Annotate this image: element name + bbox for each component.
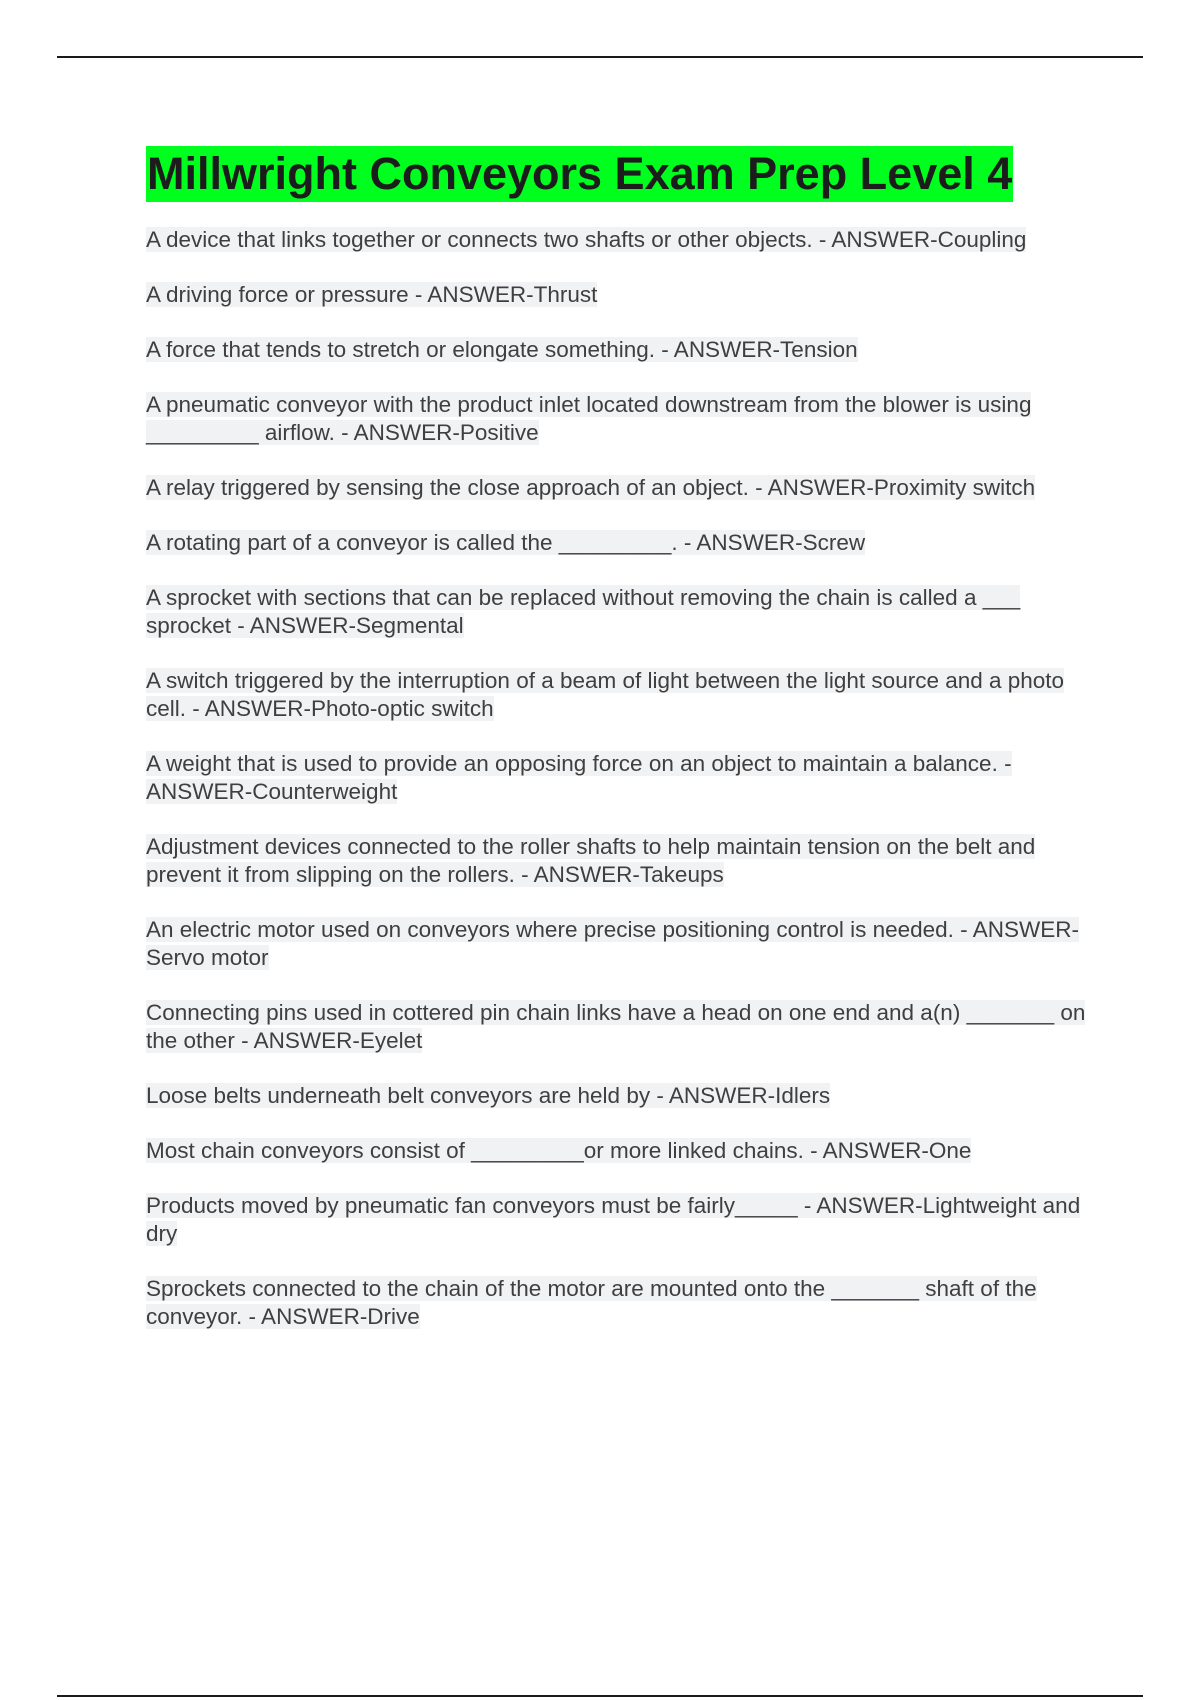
footer-rule	[57, 1695, 1143, 1697]
qa-text: Adjustment devices connected to the roller shafts to help maintain tension on the belt and prevent it from slipping on the rollers. - ANSWER-Takeups	[146, 834, 1036, 887]
qa-text: A weight that is used to provide an opposing force on an object to maintain a balance. - ANSWER-Counterweight	[146, 751, 1012, 804]
qa-text: A driving force or pressure - ANSWER-Thrust	[146, 282, 598, 307]
qa-text: Connecting pins used in cottered pin chain links have a head on one end and a(n) _______ on the other - ANSWER-Eyelet	[146, 1000, 1086, 1053]
qa-item	[146, 1137, 1096, 1165]
qa-text: A switch triggered by the interruption of a beam of light between the light source and a photo cell. - ANSWER-Photo-optic switch	[146, 668, 1065, 721]
qa-item	[146, 1275, 1096, 1331]
qa-text: A pneumatic conveyor with the product inlet located downstream from the blower is using _________ airflow. - ANSWER-Positive	[146, 392, 1032, 445]
qa-item	[146, 750, 1096, 806]
qa-item	[146, 474, 1096, 502]
page-title: Millwright Conveyors Exam Prep Level 4	[146, 146, 1013, 202]
qa-item	[146, 226, 1096, 254]
qa-text: Loose belts underneath belt conveyors are held by - ANSWER-Idlers	[146, 1083, 831, 1108]
qa-item	[146, 281, 1096, 309]
qa-item	[146, 667, 1096, 723]
header-rule	[57, 56, 1143, 58]
qa-text: Most chain conveyors consist of _________or more linked chains. - ANSWER-One	[146, 1138, 972, 1163]
qa-text: An electric motor used on conveyors where precise positioning control is needed. - ANSWER-Servo motor	[146, 917, 1079, 970]
qa-text: A force that tends to stretch or elongate something. - ANSWER-Tension	[146, 337, 858, 362]
qa-item	[146, 1082, 1096, 1110]
qa-item	[146, 916, 1096, 972]
qa-item	[146, 529, 1096, 557]
qa-item	[146, 391, 1096, 447]
qa-text: Products moved by pneumatic fan conveyors must be fairly_____ - ANSWER-Lightweight and dry	[146, 1193, 1081, 1246]
qa-text: A relay triggered by sensing the close approach of an object. - ANSWER-Proximity switch	[146, 475, 1036, 500]
qa-item	[146, 1192, 1096, 1248]
qa-item	[146, 999, 1096, 1055]
qa-item	[146, 833, 1096, 889]
qa-text: Sprockets connected to the chain of the motor are mounted onto the _______ shaft of the conveyor. - ANSWER-Drive	[146, 1276, 1037, 1329]
qa-text: A sprocket with sections that can be replaced without removing the chain is called a ___ sprocket - ANSWER-Segmental	[146, 585, 1021, 638]
qa-item	[146, 336, 1096, 364]
qa-text: A rotating part of a conveyor is called the _________. - ANSWER-Screw	[146, 530, 866, 555]
qa-item	[146, 584, 1096, 640]
qa-text: A device that links together or connects two shafts or other objects. - ANSWER-Coupling	[146, 227, 1027, 252]
question-answer-list	[146, 226, 1096, 1331]
document-body	[146, 146, 1096, 1358]
